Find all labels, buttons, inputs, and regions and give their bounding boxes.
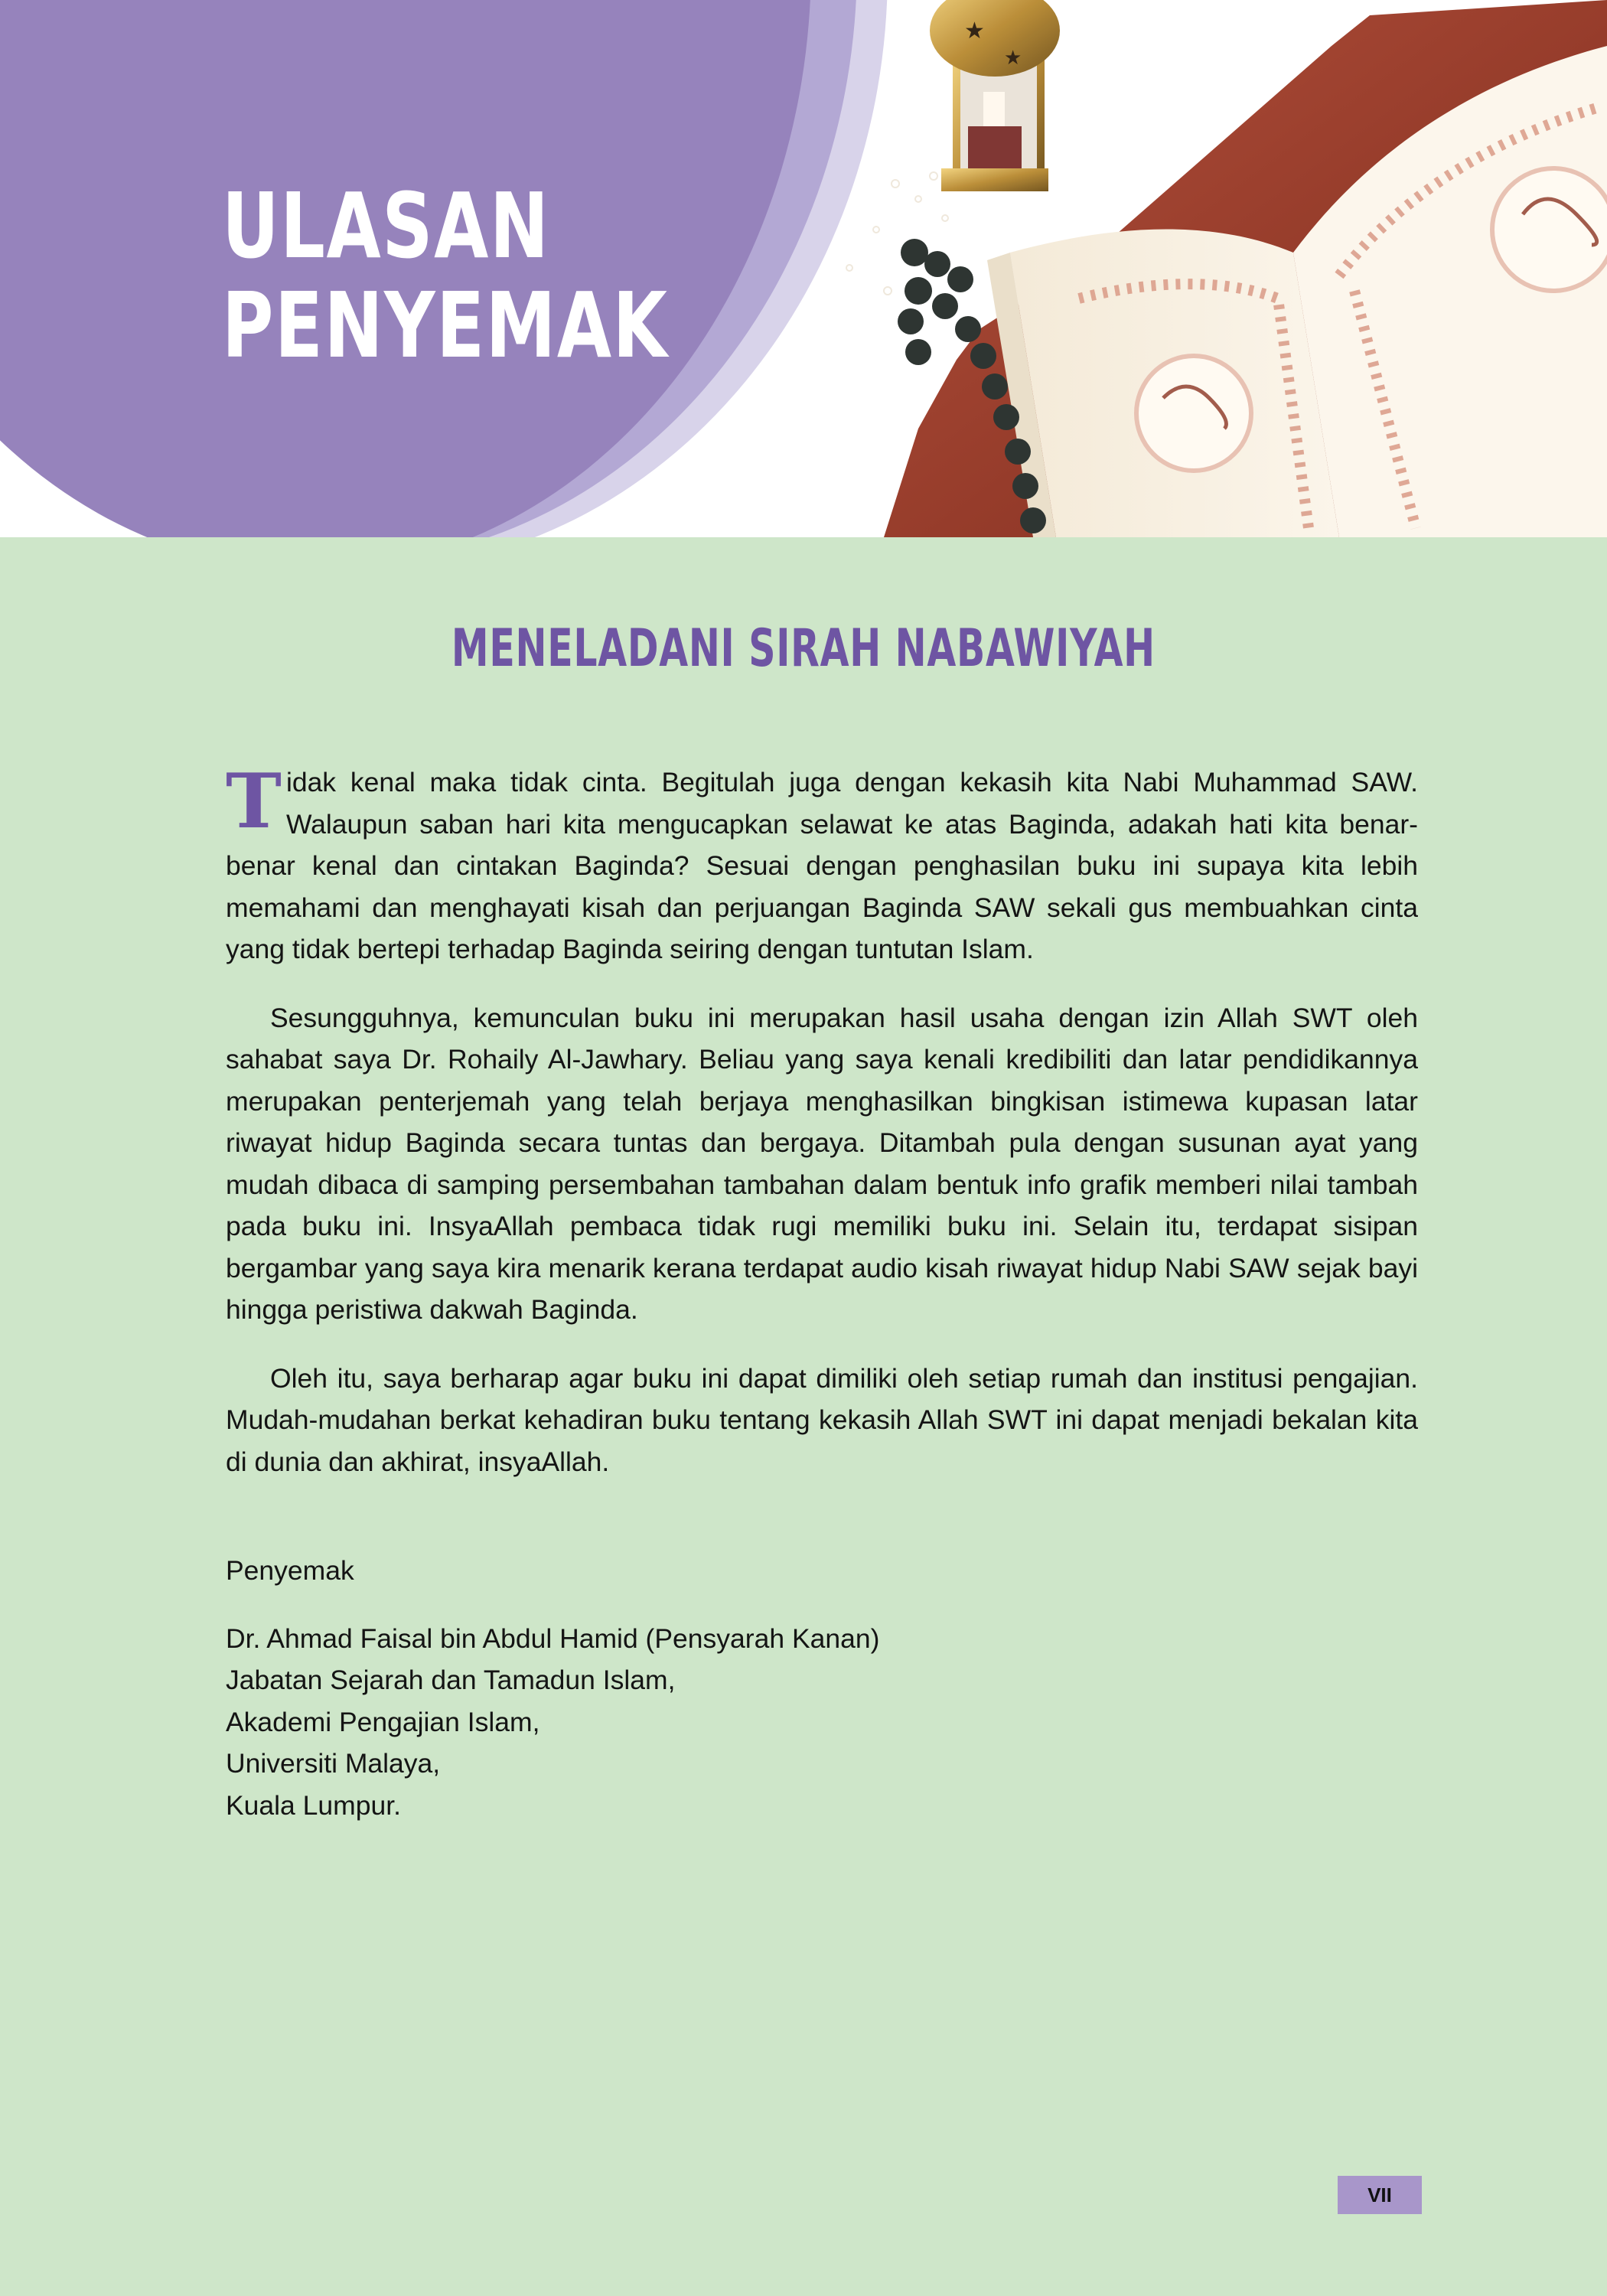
signature-role: Penyemak	[226, 1555, 354, 1586]
signature-academy: Akademi Pengajian Islam,	[226, 1706, 540, 1737]
paragraph-1-text: idak kenal maka tidak cinta. Begitulah juga dengan kekasih kita Nabi Muhammad SAW. Walaupun saban hari kita mengucapkan selawat ke atas Baginda, adakah hati kita benar-benar kenal dan cintakan Baginda? Sesuai dengan penghasilan buku ini supaya kita lebih memahami dan menghayati kisah dan perjuangan Baginda SAW sekali gus membuahkan cinta yang tidak bertepi terhadap Baginda seiring dengan tuntutan Islam.	[226, 767, 1418, 964]
paragraph-3: Oleh itu, saya berharap agar buku ini dapat dimiliki oleh setiap rumah dan institusi pengajian. Mudah-mudahan berkat kehadiran buku tentang kekasih Allah SWT ini dapat menjadi bekalan kita di dunia dan akhirat, insyaAllah.	[226, 1362, 1418, 1477]
article-title: MENELADANI SIRAH NABAWIYAH	[451, 618, 1156, 679]
drop-cap: T	[226, 758, 282, 846]
signature-block	[226, 1550, 879, 1826]
page-header-title	[222, 173, 669, 378]
paragraph-1	[226, 758, 1418, 970]
header-banner	[0, 0, 1607, 537]
signature-name: Dr. Ahmad Faisal bin Abdul Hamid (Pensyarah Kanan)	[226, 1623, 880, 1654]
flowers	[846, 172, 948, 295]
signature-city: Kuala Lumpur.	[226, 1789, 401, 1821]
header-title-line-1: ULASAN	[222, 173, 550, 279]
calligraphy-medallion-left	[1136, 356, 1251, 471]
paragraph-2: Sesungguhnya, kemunculan buku ini merupakan hasil usaha dengan izin Allah SWT oleh sahabat saya Dr. Rohaily Al-Jawhary. Beliau yang saya kenali kredibiliti dan latar pendidikannya merupakan penterjemah yang telah berjaya menghasilkan bingkisan istimewa kupasan latar riwayat hidup Baginda secara tuntas dan bergaya. Ditambah pula dengan susunan ayat yang mudah dibaca di samping persembahan tambahan dalam bentuk info grafik memberi nilai tambah pada buku ini. InsyaAllah pembaca tidak rugi memiliki buku ini. Selain itu, terdapat sisipan bergambar yang saya kira menarik kerana terdapat audio kisah riwayat hidup Nabi SAW sejak bayi hingga peristiwa dakwah Baginda.	[226, 1002, 1418, 1325]
svg-text:★: ★	[1004, 46, 1022, 69]
quran-photo-illustration	[804, 0, 1607, 537]
article-body	[226, 758, 1418, 1509]
lantern	[930, 0, 1060, 191]
signature-university: Universiti Malaya,	[226, 1748, 441, 1779]
svg-text:★: ★	[964, 18, 985, 44]
signature-department: Jabatan Sejarah dan Tamadun Islam,	[226, 1665, 676, 1695]
page-number-badge: VII	[1338, 2176, 1422, 2214]
header-title-line-2: PENYEMAK	[222, 272, 669, 378]
